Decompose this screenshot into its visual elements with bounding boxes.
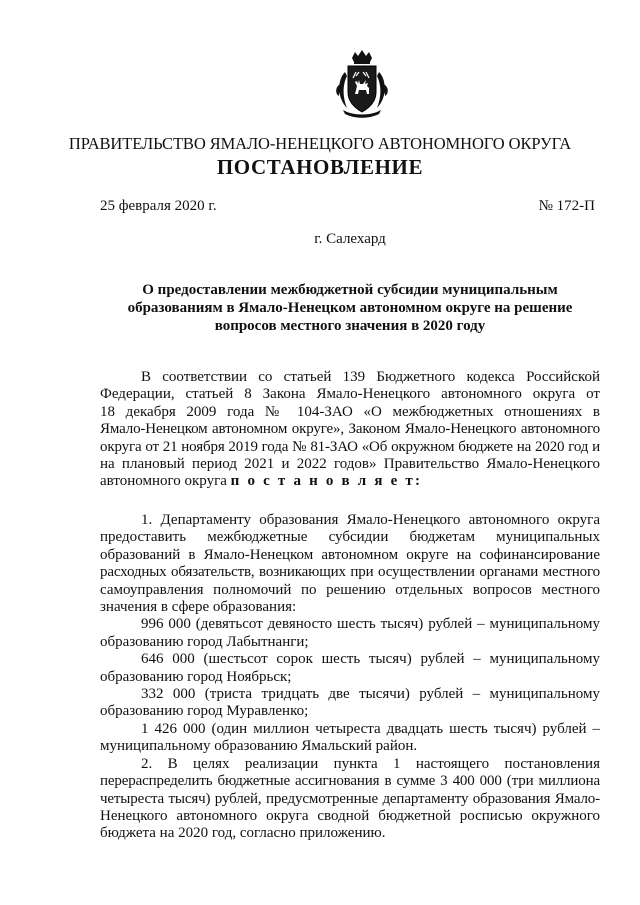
text-line: значения в сфере образования: bbox=[100, 599, 297, 616]
allocation-line: образованию город Муравленко; bbox=[100, 703, 309, 720]
resolve-word: п о с т а н о в л я е т: bbox=[230, 473, 423, 490]
text-line: Ненецкого автономного округа сводной бюджетной росписью окружного bbox=[100, 807, 600, 824]
text-line: расходных обязательств, возникающих при осуществлении органами местного bbox=[100, 564, 600, 581]
text-line: на плановый период 2021 и 2022 годов» Правительство Ямало-Ненецкого bbox=[100, 456, 600, 473]
allocation-line: 332 000 (триста тридцать две тысячи) рублей – муниципальному bbox=[141, 686, 600, 703]
text-fragment: автономного округа bbox=[100, 473, 227, 490]
allocation-line: 996 000 (девятьсот девяносто шесть тысяч) рублей – муниципальному bbox=[141, 616, 600, 633]
text-line: перераспределить бюджетные ассигнования в сумме 3 400 000 (три миллиона bbox=[100, 773, 600, 790]
text-line: 18 декабря 2009 года № 104-ЗАО «О межбюджетных отношениях в bbox=[100, 403, 600, 420]
text-line: округа от 21 ноября 2019 года № 81-ЗАО «Об окружном бюджете на 2020 год и bbox=[100, 438, 600, 455]
title-line: вопросов местного значения в 2020 году bbox=[214, 318, 486, 334]
city: г. Салехард bbox=[314, 231, 386, 247]
text-line: 2. В целях реализации пункта 1 настоящего постановления bbox=[141, 755, 600, 772]
preamble-paragraph bbox=[100, 369, 600, 491]
text-line: Ямало-Ненецком автономном округе», Законом Ямало-Ненецкого автономного bbox=[100, 421, 600, 438]
allocation-line: 646 000 (шестьсот сорок шесть тысяч) рублей – муниципальному bbox=[141, 651, 600, 668]
text-line: предоставить межбюджетные субсидии бюджетам муниципальных bbox=[100, 529, 600, 546]
text-line: четыреста тысяч) рублей, предусмотренные департаменту образования Ямало- bbox=[100, 790, 600, 807]
document-title bbox=[110, 281, 590, 335]
allocation-line: образованию город Лабытнанги; bbox=[100, 633, 309, 650]
allocation-line: образованию город Ноябрьск; bbox=[100, 668, 292, 685]
document-date: 25 февраля 2020 г. bbox=[100, 198, 217, 214]
allocation-line: 1 426 000 (один миллион четыреста двадцать шесть тысяч) рублей – bbox=[141, 720, 600, 737]
text-line: В соответствии со статьей 139 Бюджетного кодекса Российской bbox=[141, 369, 600, 385]
organization-name: ПРАВИТЕЛЬСТВО ЯМАЛО-НЕНЕЦКОГО АВТОНОМНОГО ОКРУГА bbox=[68, 134, 572, 153]
text-line: 1. Департаменту образования Ямало-Ненецкого автономного округа bbox=[141, 512, 600, 528]
text-line bbox=[100, 473, 600, 490]
text-line: Федерации, статьей 8 Закона Ямало-Ненецкого автономного округа от bbox=[100, 386, 600, 403]
title-line: образованиям в Ямало-Ненецком автономном округе на решение bbox=[127, 300, 573, 316]
text-line: самоуправления полномочий по решению отдельных вопросов местного bbox=[100, 581, 600, 598]
title-line: О предоставлении межбюджетной субсидии муниципальным bbox=[142, 282, 558, 298]
document-type: ПОСТАНОВЛЕНИЕ bbox=[216, 155, 424, 179]
document-number: № 172-П bbox=[538, 198, 595, 214]
allocation-line: муниципальному образованию Ямальский район. bbox=[100, 738, 418, 755]
yamal-nenets-coat-of-arms-icon bbox=[333, 50, 391, 120]
text-line: бюджета на 2020 год, согласно приложению. bbox=[100, 825, 386, 842]
text-line: образований в Ямало-Ненецком автономном округе на софинансирование bbox=[100, 546, 600, 563]
item-1-paragraph bbox=[100, 512, 600, 843]
